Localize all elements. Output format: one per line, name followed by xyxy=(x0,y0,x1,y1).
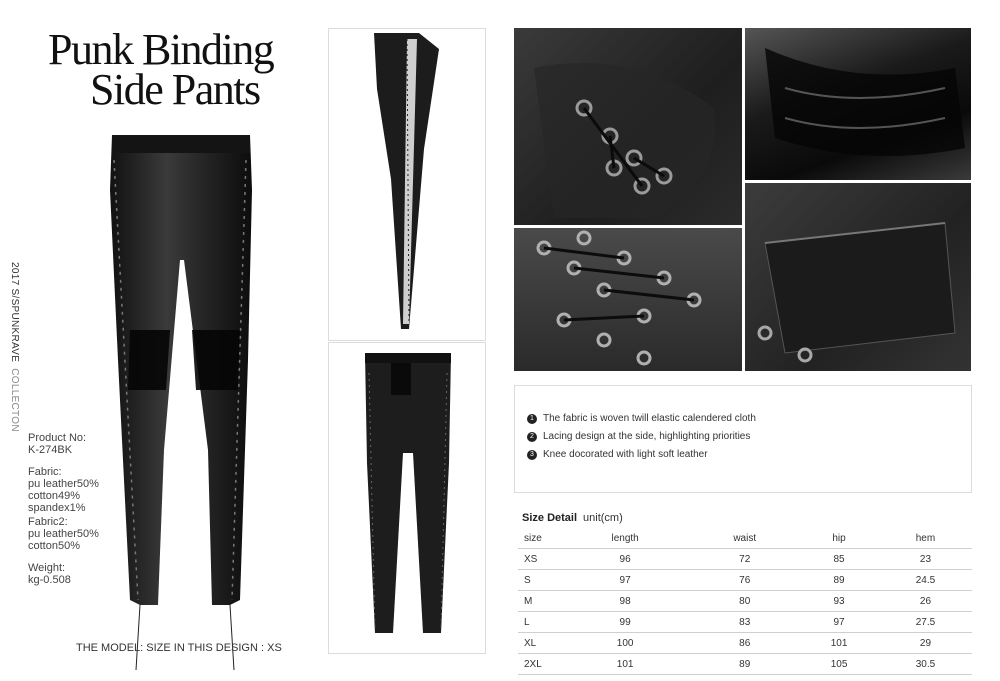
ankle-laces xyxy=(136,605,234,670)
table-cell: 97 xyxy=(799,612,879,633)
table-cell: 86 xyxy=(690,633,799,654)
fabric-line: cotton49% xyxy=(28,490,80,502)
table-cell: 97 xyxy=(560,570,690,591)
table-row xyxy=(518,570,972,591)
back-view-photo xyxy=(329,343,485,653)
detail-photo-knee-leather xyxy=(745,28,971,180)
table-cell: 76 xyxy=(690,570,799,591)
feature-number: 1 xyxy=(527,414,537,424)
table-cell: 89 xyxy=(799,570,879,591)
front-view-photo xyxy=(100,130,260,670)
feature-number: 2 xyxy=(527,432,537,442)
feature-number: 3 xyxy=(527,450,537,460)
feature-text: Lacing design at the side, highlighting priorities xyxy=(543,431,751,442)
table-cell: 101 xyxy=(560,654,690,675)
collection-label xyxy=(6,262,20,432)
model-size-note: THE MODEL: SIZE IN THIS DESIGN : XS xyxy=(76,642,282,654)
table-cell: 98 xyxy=(560,591,690,612)
detail-photo-side-lacing xyxy=(514,228,742,371)
weight-value: kg-0.508 xyxy=(28,574,71,586)
table-cell: 96 xyxy=(560,549,690,570)
table-cell: 99 xyxy=(560,612,690,633)
collection-text xyxy=(9,262,20,432)
title-line-1: Punk Binding xyxy=(48,25,274,74)
table-cell: 23 xyxy=(879,549,972,570)
table-row xyxy=(518,549,972,570)
table-cell: S xyxy=(518,570,560,591)
table-cell: 101 xyxy=(799,633,879,654)
table-cell: 27.5 xyxy=(879,612,972,633)
feature-item xyxy=(527,413,756,424)
features-box xyxy=(514,385,972,493)
fabric2-label: Fabric2: xyxy=(28,516,68,528)
feature-item xyxy=(527,431,750,442)
waistband xyxy=(112,135,250,153)
table-cell: 24.5 xyxy=(879,570,972,591)
collection-sub: COLLECTON xyxy=(9,368,20,432)
table-cell: XL xyxy=(518,633,560,654)
table-row xyxy=(518,591,972,612)
title-line-2: Side Pants xyxy=(90,65,260,114)
size-detail-title: Size Detail xyxy=(522,512,578,524)
fabric2-line: cotton50% xyxy=(28,540,80,552)
table-cell: 83 xyxy=(690,612,799,633)
table-row xyxy=(518,633,972,654)
table-header-cell: hem xyxy=(879,528,972,549)
table-cell: 2XL xyxy=(518,654,560,675)
table-header-cell: hip xyxy=(799,528,879,549)
table-header-cell: length xyxy=(560,528,690,549)
collection-season: 2017 S/S xyxy=(9,262,20,306)
knee-patch-left xyxy=(128,330,170,390)
collection-brand: PUNKRAVE xyxy=(9,305,20,363)
table-row xyxy=(518,654,972,675)
fabric2-line: pu leather50% xyxy=(28,528,99,540)
table-cell: 72 xyxy=(690,549,799,570)
table-cell: L xyxy=(518,612,560,633)
detail-photo-front-lacing xyxy=(514,28,742,225)
table-cell: 105 xyxy=(799,654,879,675)
product-no-label: Product No: xyxy=(28,432,87,444)
table-cell: 100 xyxy=(560,633,690,654)
product-title xyxy=(48,25,318,114)
table-cell: 89 xyxy=(690,654,799,675)
feature-text: Knee docorated with light soft leather xyxy=(543,449,708,460)
weight-label: Weight: xyxy=(28,562,66,574)
feature-text: The fabric is woven twill elastic calendered cloth xyxy=(543,413,756,424)
table-row xyxy=(518,612,972,633)
fabric-line: pu leather50% xyxy=(28,478,99,490)
product-no-value: K-274BK xyxy=(28,444,73,456)
table-cell: 30.5 xyxy=(879,654,972,675)
side-view-photo xyxy=(329,29,485,340)
table-cell: 93 xyxy=(799,591,879,612)
size-table xyxy=(518,528,972,675)
knee-patch-right xyxy=(192,330,240,390)
table-header-cell: size xyxy=(518,528,560,549)
table-cell: 26 xyxy=(879,591,972,612)
table-cell: 29 xyxy=(879,633,972,654)
table-cell: XS xyxy=(518,549,560,570)
size-table-header xyxy=(518,528,972,549)
back-view-frame xyxy=(328,342,486,654)
product-info xyxy=(28,432,118,596)
feature-item xyxy=(527,449,708,460)
detail-photo-pocket xyxy=(745,183,971,371)
size-detail-unit: unit(cm) xyxy=(583,512,623,524)
table-cell: 85 xyxy=(799,549,879,570)
side-view-frame xyxy=(328,28,486,341)
table-cell: 80 xyxy=(690,591,799,612)
table-cell: M xyxy=(518,591,560,612)
table-header-cell: waist xyxy=(690,528,799,549)
fabric-line: spandex1% xyxy=(28,502,86,514)
fabric-label: Fabric: xyxy=(28,466,62,478)
size-detail-heading xyxy=(522,512,623,524)
